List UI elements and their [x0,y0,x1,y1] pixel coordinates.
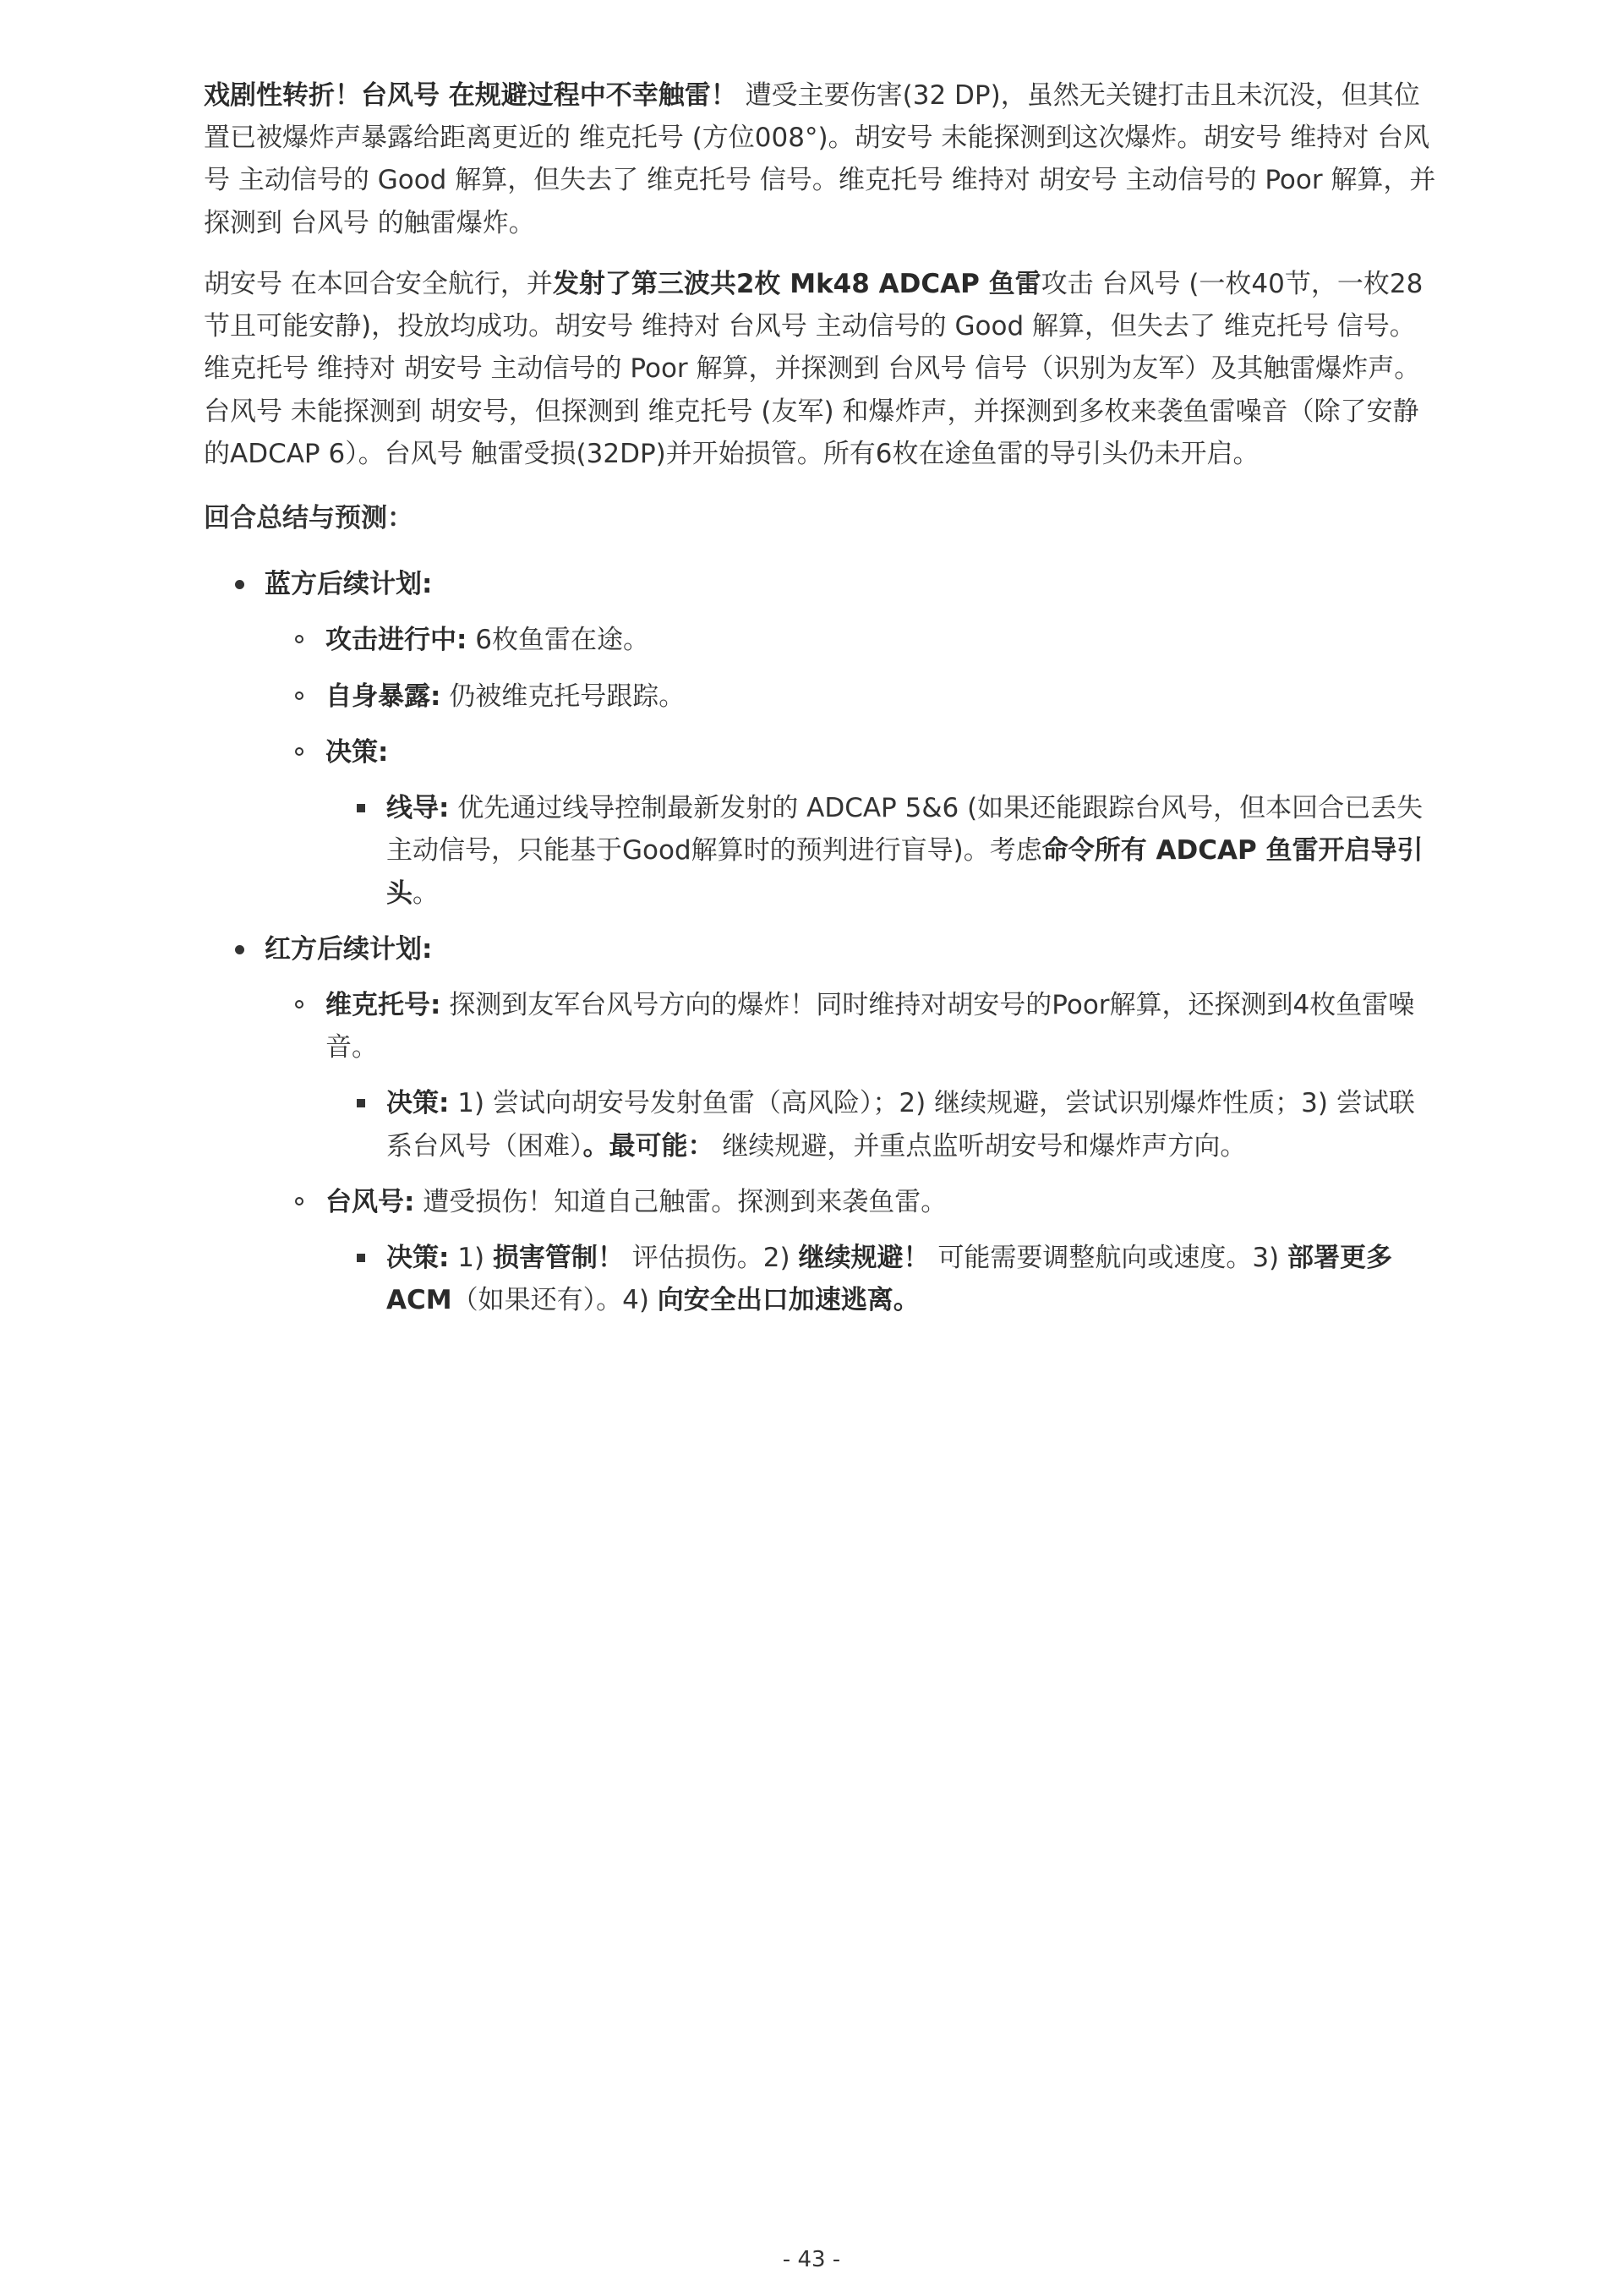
item-highlight: 命令所有 ADCAP 鱼雷开启导引头 [386,835,1424,909]
summary-heading: 回合总结与预测： [204,502,413,533]
item-highlight: 损害管制！ [492,1243,624,1274]
list-item [325,787,1438,915]
square-bullet-icon [357,1254,365,1262]
hollow-bullet-icon [295,692,303,700]
hollow-bullet-icon [295,747,303,756]
item-highlight: 。最可能： [582,1130,714,1162]
item-text: （如果还有）。4) [451,1285,658,1316]
bullet-icon [235,945,244,954]
list-item [265,1181,1438,1322]
victor-decision-items [325,1082,1438,1167]
hollow-bullet-icon [295,1197,303,1205]
item-label: 线导: [386,793,450,824]
item-label: 决策: [386,1088,450,1119]
item-text: 继续规避，并重点监听胡安号和爆炸声方向。 [713,1130,1247,1162]
bullet-icon [235,580,244,589]
paragraph-text: 遭受主要伤害(32 DP)，虽然无关键打击且未沉没，但其位置已被爆炸声暴露给距离更近的 维克托号 (方位008°)。胡安号 未能探测到这次爆炸。胡安号 维持对 台风号 主动信号的 Good 解算，但失去了 维克托号 信号。维克托号 维持对 胡安号 主动信号的 Poor 解算，并探测到 台风号 的触雷爆炸。 [204,80,1436,238]
item-text: 评估损伤。2) [623,1243,799,1274]
paragraph-typhoon-mine [204,74,1438,244]
list-item [325,1237,1438,1321]
square-bullet-icon [357,1099,365,1107]
paragraph-text: 胡安号 在本回合安全航行，并 [204,268,553,299]
page-content [204,74,1438,1335]
item-text: 6枚鱼雷在途。 [467,625,649,656]
blue-plan [204,563,1438,915]
item-text: 仍被维克托号跟踪。 [440,681,686,712]
list-item [265,675,1438,718]
item-label: 维克托号: [325,989,441,1020]
item-highlight: 部署更多 ACM [386,1243,1392,1316]
item-text: 1) [449,1243,493,1274]
paragraph-highlight: 发射了第三波共2枚 Mk48 ADCAP 鱼雷 [552,268,1041,299]
red-plan-title: 红方后续计划: [265,933,433,965]
list-item [265,984,1438,1167]
blue-decision-items [325,787,1438,915]
item-text: 。 [413,877,439,909]
red-plan [204,928,1438,1322]
item-text: 优先通过线导控制最新发射的 ADCAP 5&6 (如果还能跟踪台风号，但本回合已丢失主动信号，只能基于Good解算时的预判进行盲导)。考虑 [386,793,1424,866]
item-label: 自身暴露: [325,681,441,712]
paragraph-juan-launch [204,263,1438,475]
red-plan-items [265,984,1438,1322]
item-text: 可能需要调整航向或速度。3) [929,1243,1287,1274]
item-label: 决策: [325,736,389,768]
plans-list [204,563,1438,1321]
list-item [265,619,1438,661]
list-item [265,731,1438,915]
item-label: 台风号: [325,1186,415,1217]
paragraph-text: 攻击 台风号 (一枚40节，一枚28节且可能安静)，投放均成功。胡安号 维持对 台风号 主动信号的 Good 解算，但失去了 维克托号 信号。维克托号 维持对 胡安号 主动信号的 Poor 解算，并探测到 台风号 信号（识别为友军）及其触雷爆炸声。台风号 未能探测到 胡安号，但探测到 维克托号 (友军) 和爆炸声，并探测到多枚来袭鱼雷噪音（除了安静的ADCAP 6）。台风号 触雷受损(32DP)并开始损管。所有6枚在途鱼雷的导引头仍未开启。 [204,268,1424,469]
item-label: 攻击进行中: [325,625,467,656]
hollow-bullet-icon [295,1000,303,1009]
typhoon-decision-items [325,1237,1438,1321]
blue-plan-items [265,619,1438,914]
item-text: 遭受损伤！知道自己触雷。探测到来袭鱼雷。 [414,1186,948,1217]
blue-plan-title: 蓝方后续计划: [265,569,433,600]
item-highlight: 向安全出口加速逃离。 [657,1285,920,1316]
item-highlight: 继续规避！ [798,1243,930,1274]
square-bullet-icon [357,804,365,812]
item-label: 决策: [386,1243,450,1274]
list-item [325,1082,1438,1167]
paragraph-lead: 戏剧性转折！台风号 在规避过程中不幸触雷！ [204,80,737,111]
hollow-bullet-icon [295,635,303,643]
page-number: - 43 - [782,2247,841,2272]
item-text: 探测到友军台风号方向的爆炸！同时维持对胡安号的Poor解算，还探测到4枚鱼雷噪音。 [325,989,1415,1063]
item-text: 1) 尝试向胡安号发射鱼雷（高风险）；2) 继续规避，尝试识别爆炸性质；3) 尝试联系台风号（困难） [386,1088,1415,1162]
